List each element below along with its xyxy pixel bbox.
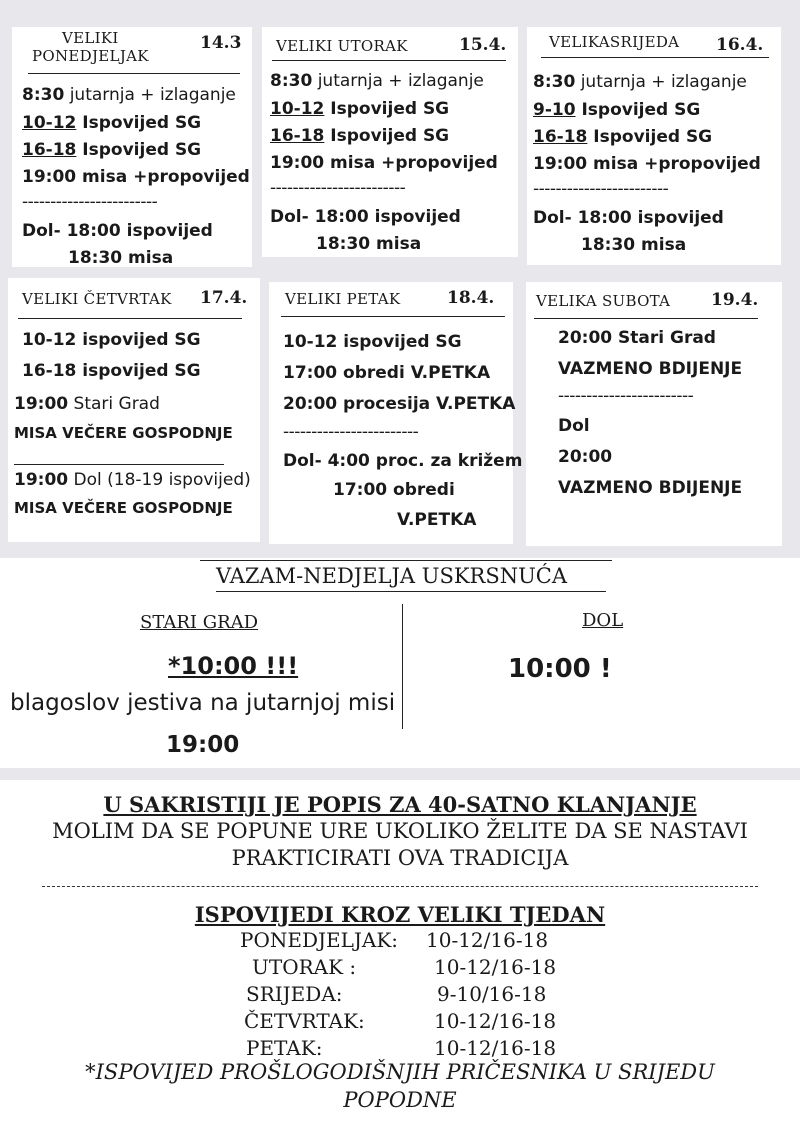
friday-divider xyxy=(281,316,505,317)
wednesday-date: 16.4. xyxy=(716,35,764,55)
confession-times: 10-12/16-18 xyxy=(434,1009,557,1033)
monday-line-4: 19:00 misa +propovijed xyxy=(22,167,250,187)
stari-grad-label: STARI GRAD xyxy=(140,612,259,633)
wednesday-line-1: 8:30 jutarnja + izlaganje xyxy=(533,72,747,92)
easter-top-rule xyxy=(200,560,612,561)
saturday-line-2: VAZMENO BDIJENJE xyxy=(558,359,743,379)
card-tuesday xyxy=(262,27,518,257)
monday-line-3: 16-18 Ispovijed SG xyxy=(22,140,202,160)
footnote-line-2: POPODNE xyxy=(343,1088,457,1112)
monday-line-2: 10-12 Ispovijed SG xyxy=(22,113,202,133)
tuesday-line-3: 16-18 Ispovijed SG xyxy=(270,126,450,146)
thursday-divider xyxy=(18,318,242,319)
tuesday-dol-2: 18:30 misa xyxy=(316,234,422,254)
thursday-line-2: 16-18 ispovijed SG xyxy=(22,361,201,381)
thursday-line-6: MISA VEČERE GOSPODNJE xyxy=(14,499,233,517)
card-thursday xyxy=(8,278,260,542)
confession-times: 10-12/16-18 xyxy=(426,928,549,952)
thursday-line-1: 10-12 ispovijed SG xyxy=(22,330,201,350)
monday-dashes: ------------------------ xyxy=(22,192,158,212)
tuesday-dashes: ------------------------ xyxy=(270,178,406,198)
confession-times: 10-12/16-18 xyxy=(434,955,557,979)
friday-line-1: 10-12 ispovijed SG xyxy=(283,332,462,352)
wednesday-line-2: 9-10 Ispovijed SG xyxy=(533,100,701,120)
easter-section xyxy=(0,558,800,768)
confession-day: SRIJEDA: xyxy=(246,982,343,1006)
friday-line-3: 20:00 procesija V.PETKA xyxy=(283,394,516,414)
stari-grad-evening: 19:00 xyxy=(166,732,240,758)
confession-day: PONEDJELJAK: xyxy=(240,928,399,952)
wednesday-dol-2: 18:30 misa xyxy=(581,235,687,255)
easter-column-divider xyxy=(402,604,403,729)
notice-section xyxy=(0,780,800,1136)
easter-title-underline xyxy=(216,591,606,592)
tuesday-title: VELIKI UTORAK xyxy=(276,37,408,55)
confession-day: PETAK: xyxy=(246,1036,323,1060)
monday-divider xyxy=(28,73,240,74)
notice-dashes xyxy=(42,886,758,887)
monday-dol-2: 18:30 misa xyxy=(68,248,174,268)
saturday-line-4: 20:00 xyxy=(558,447,613,467)
friday-title: VELIKI PETAK xyxy=(285,290,401,308)
thursday-title: VELIKI ČETVRTAK xyxy=(22,290,172,308)
friday-date: 18.4. xyxy=(447,288,495,308)
thursday-date: 17.4. xyxy=(200,288,248,308)
monday-title-1: VELIKI xyxy=(62,29,119,47)
footnote-line-1: *ISPOVIJED PROŠLOGODIŠNJIH PRIČESNIKA U SRIJEDU xyxy=(85,1060,715,1084)
tuesday-divider xyxy=(272,60,506,61)
easter-title: VAZAM-NEDJELJA USKRSNUĆA xyxy=(216,564,568,588)
saturday-date: 19.4. xyxy=(711,290,759,310)
wednesday-title: VELIKASRIJEDA xyxy=(549,33,680,51)
notice-line-3: PRAKTICIRATI OVA TRADICIJA xyxy=(231,846,569,870)
saturday-dashes: ------------------------ xyxy=(558,386,694,406)
notice-line-2: MOLIM DA SE POPUNE URE UKOLIKO ŽELITE DA SE NASTAVI xyxy=(52,819,748,843)
tuesday-dol-1: Dol- 18:00 ispovijed xyxy=(270,207,461,227)
saturday-line-1: 20:00 Stari Grad xyxy=(558,328,716,348)
friday-line-2: 17:00 obredi V.PETKA xyxy=(283,363,491,383)
friday-dol-3: V.PETKA xyxy=(397,510,477,530)
confession-times: 10-12/16-18 xyxy=(434,1036,557,1060)
monday-line-1: 8:30 jutarnja + izlaganje xyxy=(22,85,236,105)
friday-dol-1: Dol- 4:00 proc. za križem xyxy=(283,451,523,471)
notice-line-1: U SAKRISTIJI JE POPIS ZA 40-SATNO KLANJANJE xyxy=(103,792,697,817)
dol-time: 10:00 ! xyxy=(508,654,612,684)
tuesday-line-1: 8:30 jutarnja + izlaganje xyxy=(270,71,484,91)
tuesday-line-2: 10-12 Ispovijed SG xyxy=(270,99,450,119)
monday-title-2: PONEDJELJAK xyxy=(32,47,149,65)
tuesday-date: 15.4. xyxy=(459,35,507,55)
wednesday-dashes: ------------------------ xyxy=(533,179,669,199)
wednesday-dol-1: Dol- 18:00 ispovijed xyxy=(533,208,724,228)
thursday-divider-2 xyxy=(14,464,224,465)
confession-day: ČETVRTAK: xyxy=(244,1009,365,1033)
thursday-line-5: 19:00 Dol (18-19 ispovijed) xyxy=(14,470,251,490)
monday-dol-1: Dol- 18:00 ispovijed xyxy=(22,221,213,241)
card-saturday xyxy=(526,282,782,546)
friday-dashes: ------------------------ xyxy=(283,422,419,442)
blessing-text: blagoslov jestiva na jutarnjoj misi xyxy=(10,690,396,716)
dol-label: DOL xyxy=(582,610,624,631)
tuesday-line-4: 19:00 misa +propovijed xyxy=(270,153,498,173)
saturday-divider xyxy=(534,318,758,319)
wednesday-line-4: 19:00 misa +propovijed xyxy=(533,154,761,174)
wednesday-line-3: 16-18 Ispovijed SG xyxy=(533,127,713,147)
card-friday xyxy=(269,282,523,544)
thursday-line-3: 19:00 Stari Grad xyxy=(14,394,160,414)
confession-times: 9-10/16-18 xyxy=(437,982,547,1006)
thursday-line-4: MISA VEČERE GOSPODNJE xyxy=(14,424,233,442)
card-wednesday xyxy=(527,27,781,265)
saturday-line-3: Dol xyxy=(558,416,590,436)
wednesday-divider xyxy=(541,57,769,58)
confessions-title: ISPOVIJEDI KROZ VELIKI TJEDAN xyxy=(194,902,606,927)
friday-dol-2: 17:00 obredi xyxy=(333,480,455,500)
card-monday xyxy=(12,27,252,267)
monday-date: 14.3 xyxy=(200,33,242,53)
stari-grad-time: *10:00 !!! xyxy=(168,652,299,680)
saturday-line-5: VAZMENO BDIJENJE xyxy=(558,478,743,498)
confession-day: UTORAK : xyxy=(252,955,357,979)
saturday-title: VELIKA SUBOTA xyxy=(536,292,671,310)
